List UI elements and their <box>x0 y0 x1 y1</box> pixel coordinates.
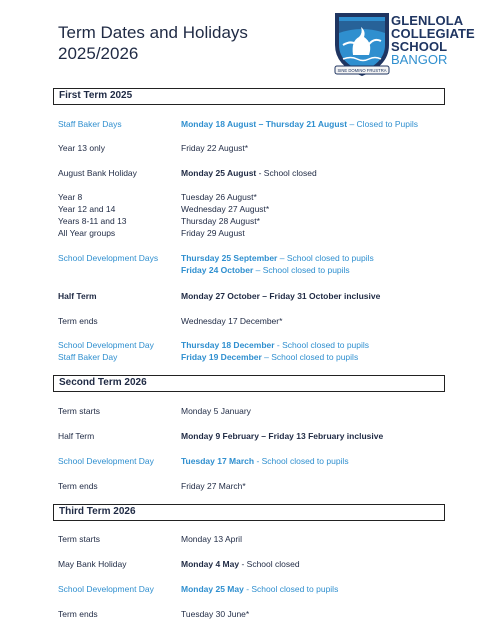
row-date: Tuesday 26 August* <box>181 192 257 202</box>
row-date: Friday 27 March* <box>181 481 246 491</box>
section-third-term <box>53 504 445 521</box>
crest-motto: SINE DOMINO FRUSTRA <box>337 68 387 73</box>
row-label: Half Term <box>58 431 95 441</box>
row-label: Term ends <box>58 316 98 326</box>
row-label: School Development Day <box>58 456 154 466</box>
school-crest-logo <box>333 11 391 77</box>
row-note: – School closed to pupils <box>261 352 359 362</box>
row-date: Monday 9 February – Friday 13 February inclusive <box>181 431 384 441</box>
row-date: Thursday 28 August* <box>181 216 260 226</box>
school-name-line1: GLENLOLA <box>391 13 464 28</box>
section-heading: Second Term 2026 <box>59 377 147 388</box>
school-name-line3: SCHOOL <box>391 39 448 54</box>
row-date: Monday 13 April <box>181 534 242 544</box>
row-date: Thursday 25 September <box>181 253 278 263</box>
row-label: Years 8-11 and 13 <box>58 216 127 226</box>
page-title <box>58 22 248 64</box>
row-date: Monday 25 May <box>181 584 244 594</box>
row-label: Term ends <box>58 609 98 619</box>
row-date: Friday 29 August <box>181 228 245 238</box>
row-date: Monday 5 January <box>181 406 251 416</box>
page-title-line1: Term Dates and Holidays <box>58 23 248 42</box>
row-date: Wednesday 17 December* <box>181 316 283 326</box>
row-label: Half Term <box>58 291 97 301</box>
row-date: Thursday 18 December <box>181 340 275 350</box>
row-note: – School closed to pupils <box>277 253 374 263</box>
row-note: - School closed <box>256 168 317 178</box>
row-label: School Development Days <box>58 253 159 263</box>
row-label: Term starts <box>58 534 101 544</box>
school-name-line2: COLLEGIATE <box>391 26 475 41</box>
section-heading: Third Term 2026 <box>59 506 136 517</box>
row-date: Monday 4 May <box>181 559 240 569</box>
row-note: - School closed to pupils <box>243 584 339 594</box>
row-label: Year 13 only <box>58 143 105 153</box>
school-name <box>391 14 475 66</box>
row-note: – Closed to Pupils <box>347 119 418 129</box>
row-date: Friday 22 August* <box>181 143 249 153</box>
row-note: - School closed <box>239 559 300 569</box>
row-date: Wednesday 27 August* <box>181 204 270 214</box>
row-label: Staff Baker Days <box>58 119 122 129</box>
school-name-line4: BANGOR <box>391 52 448 67</box>
row-date: Tuesday 30 June* <box>181 609 250 619</box>
row-date: Tuesday 17 March <box>181 456 255 466</box>
row-label: Term ends <box>58 481 98 491</box>
row-label: August Bank Holiday <box>58 168 137 178</box>
row-label: Year 12 and 14 <box>58 204 116 214</box>
row-label: Staff Baker Day <box>58 352 118 362</box>
row-note: - School closed to pupils <box>274 340 370 350</box>
row-date: Friday 24 October <box>181 265 254 275</box>
section-first-term <box>53 88 445 105</box>
row-note: - School closed to pupils <box>254 456 349 466</box>
row-label: All Year groups <box>58 228 116 238</box>
section-heading: First Term 2025 <box>59 90 133 101</box>
row-label: Year 8 <box>58 192 83 202</box>
page-title-line2: 2025/2026 <box>58 44 139 63</box>
row-note: – School closed to pupils <box>253 265 350 275</box>
row-label: School Development Day <box>58 584 154 594</box>
section-second-term <box>53 375 445 392</box>
row-label: May Bank Holiday <box>58 559 127 569</box>
row-label: School Development Day <box>58 340 154 350</box>
row-date: Monday 25 August <box>181 168 257 178</box>
row-label: Term starts <box>58 406 101 416</box>
row-date: Friday 19 December <box>181 352 262 362</box>
row-date: Monday 18 August – Thursday 21 August <box>181 119 348 129</box>
row-date: Monday 27 October – Friday 31 October inclusive <box>181 291 381 301</box>
